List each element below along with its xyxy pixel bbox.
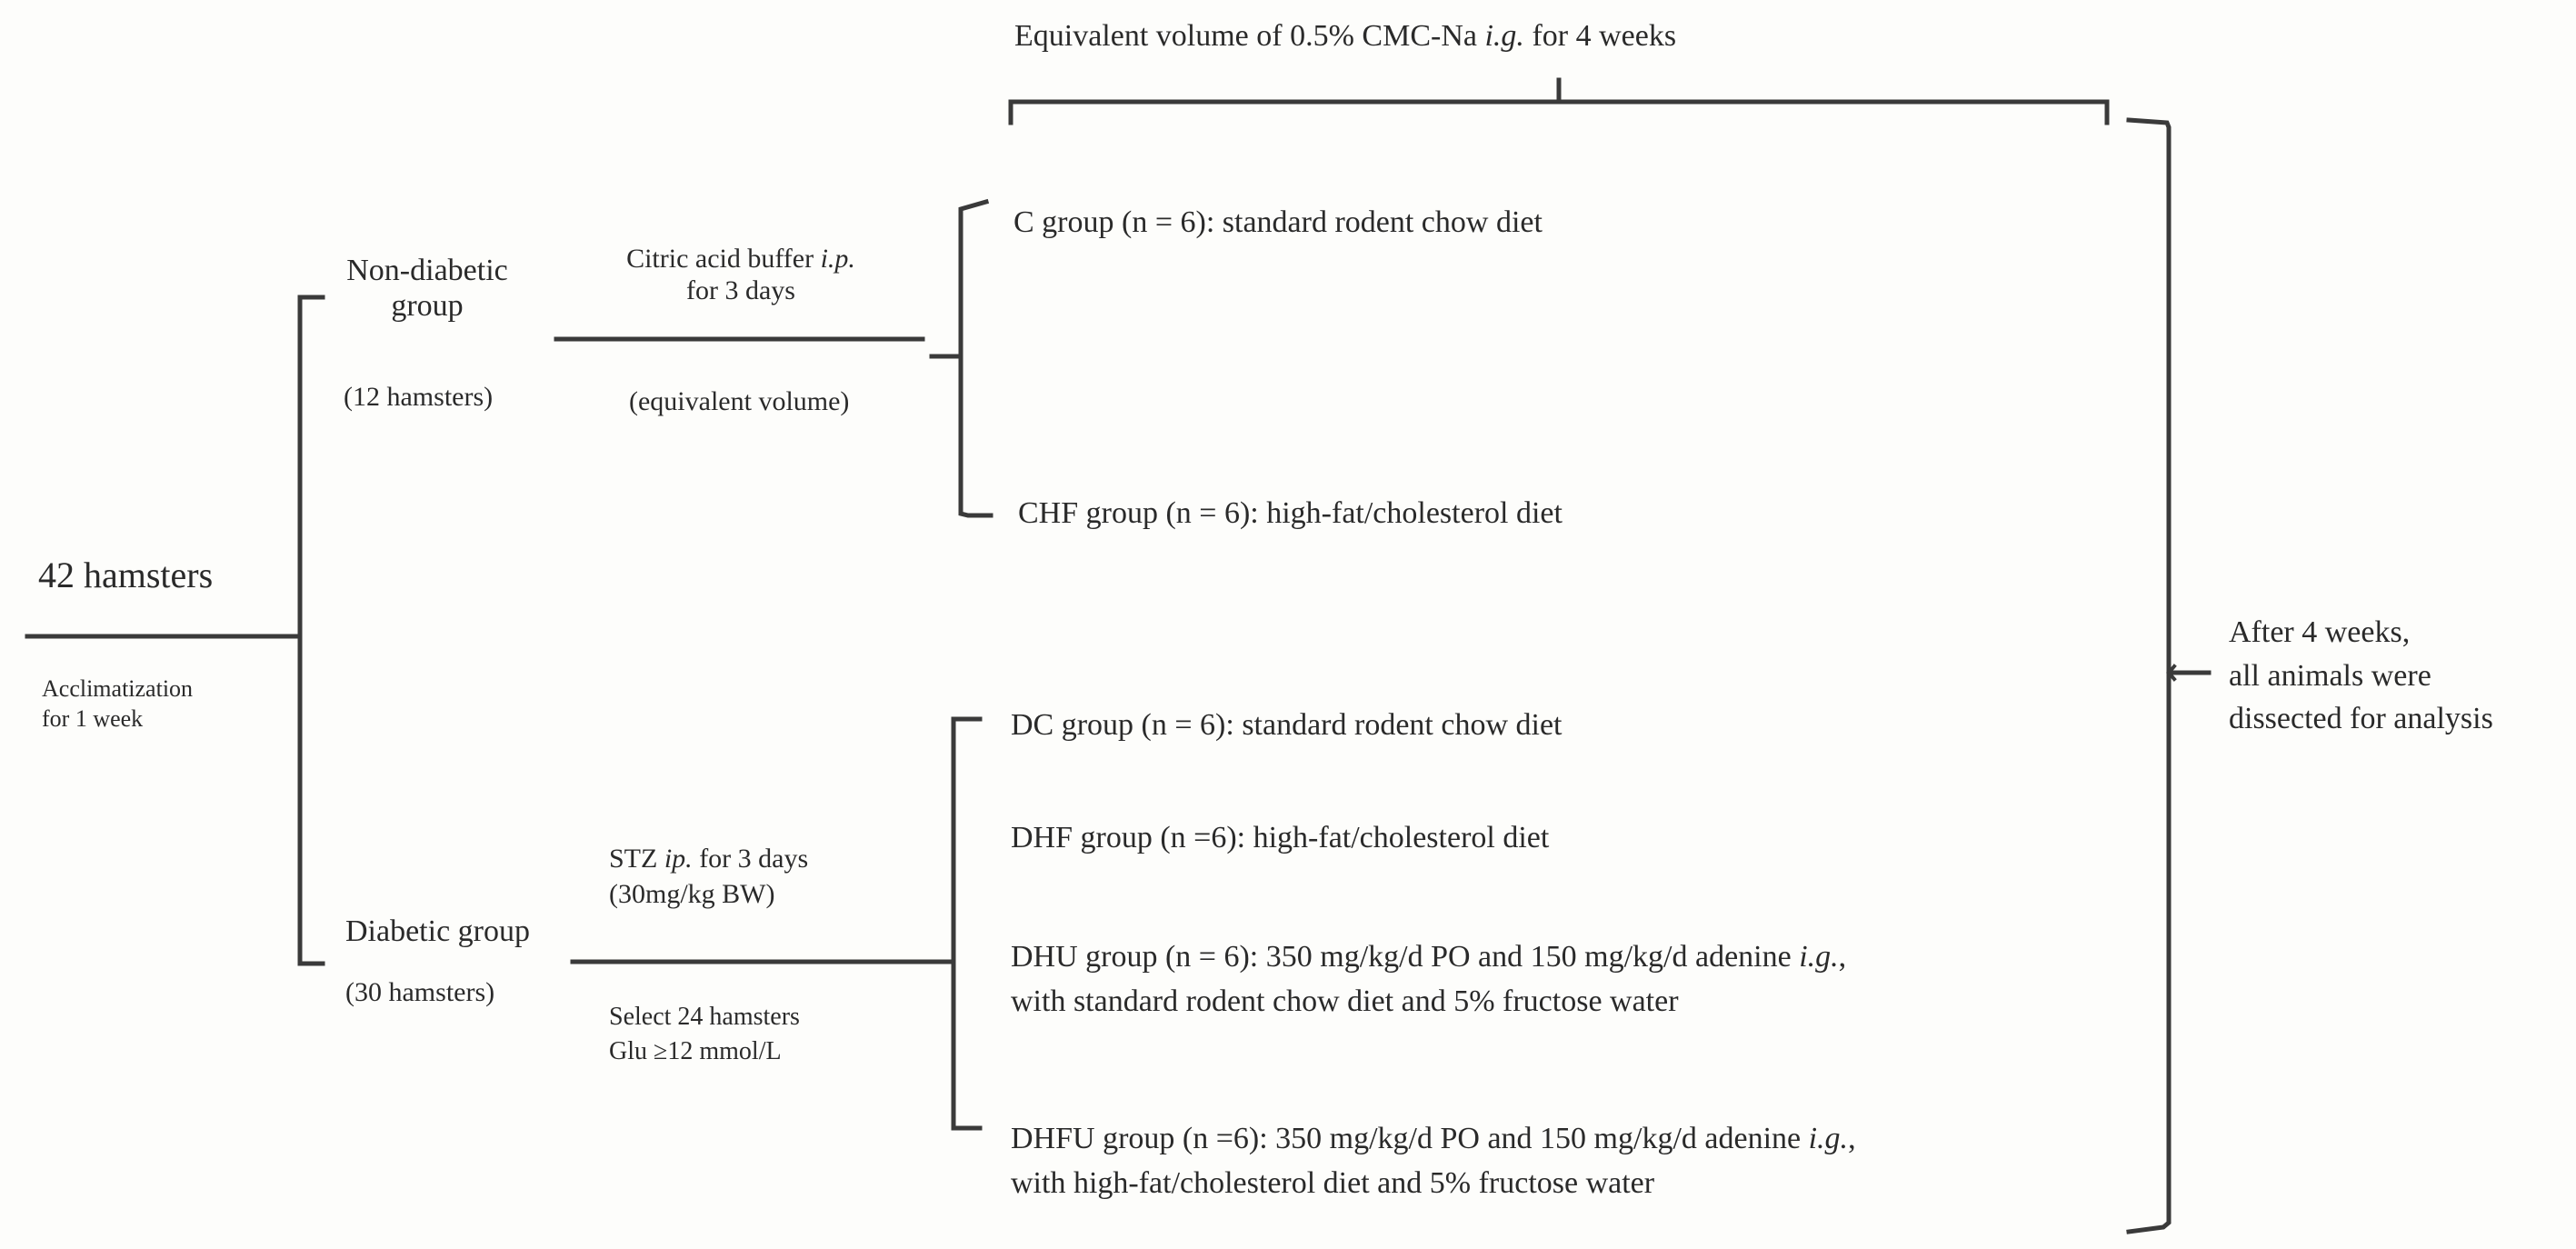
group-dhu-line1: DHU group (n = 6): 350 mg/kg/d PO and 150 mg/kg/d adenine bbox=[1011, 940, 1792, 974]
group-dhfu bbox=[1011, 1116, 1856, 1206]
citric-acid-route: i.p. bbox=[820, 244, 855, 274]
non-diabetic-title bbox=[336, 253, 518, 324]
outcome-text bbox=[2229, 611, 2493, 741]
non-diabetic-count: (12 hamsters) bbox=[344, 382, 494, 412]
selection-line1: Select 24 hamsters bbox=[609, 1003, 800, 1031]
citric-acid-treatment bbox=[573, 244, 909, 306]
diabetic-count: (30 hamsters) bbox=[345, 977, 495, 1007]
citric-acid-duration: for 3 days bbox=[686, 275, 795, 305]
diabetic-title: Diabetic group bbox=[345, 914, 530, 948]
top-treatment-prefix: Equivalent volume of 0.5% CMC-Na bbox=[1014, 19, 1477, 53]
outcome-bracket bbox=[2129, 120, 2169, 1232]
stz-duration: for 3 days bbox=[699, 844, 809, 874]
start-label: 42 hamsters bbox=[38, 555, 214, 595]
outcome-line2: all animals were bbox=[2229, 658, 2431, 693]
group-c: C group (n = 6): standard rodent chow diet bbox=[1013, 205, 1543, 239]
non-diabetic-groups-bracket bbox=[961, 202, 991, 515]
top-treatment-suffix: for 4 weeks bbox=[1532, 19, 1677, 53]
group-dhfu-comma: , bbox=[1848, 1122, 1856, 1155]
acclimatization-note bbox=[42, 674, 193, 734]
stz-dose: (30mg/kg BW) bbox=[609, 879, 775, 909]
stz-route: ip. bbox=[664, 844, 693, 874]
group-dhfu-line2: with high-fat/cholesterol diet and 5% fructose water bbox=[1011, 1166, 1655, 1201]
group-dhu-comma: , bbox=[1838, 940, 1847, 974]
group-dhu bbox=[1011, 934, 1846, 1024]
group-dhu-line2: with standard rodent chow diet and 5% fructose water bbox=[1011, 984, 1679, 1019]
stz-treatment bbox=[609, 841, 808, 912]
top-treatment-label bbox=[1014, 18, 1676, 54]
top-treatment-route: i.g. bbox=[1484, 19, 1524, 53]
non-diabetic-title-line1: Non-diabetic bbox=[346, 254, 508, 287]
group-dhfu-route: i.g. bbox=[1808, 1122, 1849, 1155]
stz-label: STZ bbox=[609, 844, 658, 874]
group-dc: DC group (n = 6): standard rodent chow diet bbox=[1011, 708, 1563, 742]
outcome-line1: After 4 weeks, bbox=[2229, 615, 2411, 649]
citric-acid-label: Citric acid buffer bbox=[626, 244, 814, 274]
outcome-line3: dissected for analysis bbox=[2229, 702, 2493, 736]
acclimatization-line2: for 1 week bbox=[42, 704, 144, 732]
non-diabetic-title-line2: group bbox=[391, 289, 464, 324]
selection-line2: Glu ≥12 mmol/L bbox=[609, 1036, 782, 1065]
top-treatment-bracket bbox=[1011, 102, 2107, 123]
selection-criteria bbox=[609, 1000, 800, 1069]
main-split-bracket bbox=[300, 297, 323, 964]
acclimatization-line1: Acclimatization bbox=[42, 675, 194, 702]
group-dhf: DHF group (n =6): high-fat/cholesterol diet bbox=[1011, 821, 1550, 854]
diabetic-groups-bracket bbox=[954, 719, 980, 1128]
group-dhfu-line1: DHFU group (n =6): 350 mg/kg/d PO and 150 mg/kg/d adenine bbox=[1011, 1122, 1802, 1155]
citric-acid-note: (equivalent volume) bbox=[629, 386, 850, 416]
group-chf: CHF group (n = 6): high-fat/cholesterol diet bbox=[1018, 496, 1563, 530]
group-dhu-route: i.g. bbox=[1799, 940, 1839, 974]
